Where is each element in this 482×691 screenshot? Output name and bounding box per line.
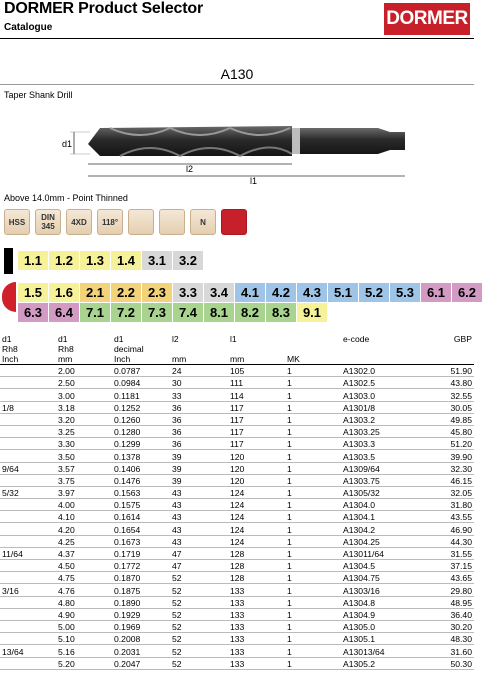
col-d1-decimal-cell: 0.1280 [112,425,170,437]
table-row [0,438,474,450]
col-ecode-cell: A1305.0 [341,620,411,632]
material-group-1-5: 1.5 [18,283,48,302]
col-d1-inch-cell: 1/8 [0,401,56,413]
material-group-1-6: 1.6 [49,283,79,302]
col-d1-inch-cell [0,572,56,584]
col-mk-cell: 1 [285,425,341,437]
col-l1-cell: 111 [228,377,285,389]
col-d1-decimal-cell: 0.2008 [112,633,170,645]
col-d1-mm-cell: 2.00 [56,365,112,377]
header-divider [0,38,474,39]
col-d1-mm-cell: 5.10 [56,633,112,645]
col-mk-cell: 1 [285,523,341,535]
col-l2-cell: 52 [170,633,228,645]
col-d1-decimal-cell: 0.1772 [112,560,170,572]
col-mk-cell: 1 [285,365,341,377]
col-d1-decimal-cell: 0.1719 [112,547,170,559]
cutting-red-icon [221,209,247,235]
col-gbp-cell: 43.65 [411,572,474,584]
col-d1-decimal-cell: 0.1929 [112,608,170,620]
col-gbp-cell: 48.30 [411,633,474,645]
col-mk-cell: 1 [285,560,341,572]
table-body [0,365,474,670]
material-group-5-1: 5.1 [328,283,358,302]
material-group-2-3: 2.3 [142,283,172,302]
table-row [0,633,474,645]
col-l1-cell: 124 [228,511,285,523]
point-thinned-icon [128,209,154,235]
col-mk-cell: 1 [285,584,341,596]
col-l1-cell: 128 [228,572,285,584]
col-l1-cell: 133 [228,645,285,657]
col-d1-decimal-cell: 0.1299 [112,438,170,450]
dormer-logo: DORMER [384,3,470,35]
col-l2-cell: 33 [170,389,228,401]
l2-label: l2 [186,164,194,174]
col-d1-inch-cell [0,425,56,437]
col-l2-cell: 43 [170,511,228,523]
col-d1-inch-cell [0,633,56,645]
col-d1-decimal-cell: 0.1252 [112,401,170,413]
l1-label: l1 [250,176,258,186]
col-l1-cell: 133 [228,657,285,669]
col-gbp-cell: 32.05 [411,486,474,498]
material-strip-3 [18,303,327,322]
col-gbp-cell: 31.80 [411,499,474,511]
col-mk-cell: 1 [285,547,341,559]
col-l1-cell: 128 [228,547,285,559]
material-group-4-1: 4.1 [235,283,265,302]
table-row [0,486,474,498]
product-code: A130 [220,66,254,82]
material-group-3-3: 3.3 [173,283,203,302]
material-group-8-2: 8.2 [235,303,265,322]
material-group-7-4: 7.4 [173,303,203,322]
col-ecode-cell: A1304.25 [341,535,411,547]
category-marker-black [4,248,13,274]
col-d1-inch-cell [0,365,56,377]
col-d1-inch-cell [0,511,56,523]
col-ecode-cell: A1304.1 [341,511,411,523]
din-345-icon: DIN 345 [35,209,61,235]
drill-shank [300,128,405,154]
col-ecode-cell: A1304.75 [341,572,411,584]
col-l2-cell: 36 [170,425,228,437]
col-l2-cell: 36 [170,438,228,450]
taper-shank-icon [159,209,185,235]
col-l2-cell: 52 [170,620,228,632]
col-d1-inch-cell [0,438,56,450]
col-d1-mm-cell: 4.80 [56,596,112,608]
col-ecode-cell: A1304.0 [341,499,411,511]
col-d1-inch-cell: 3/16 [0,584,56,596]
col-d1-decimal-cell: 0.1673 [112,535,170,547]
table-row [0,535,474,547]
col-l2-cell: 39 [170,462,228,474]
col-gbp-cell: 39.90 [411,450,474,462]
col-d1-decimal-cell: 0.2047 [112,657,170,669]
material-group-6-1: 6.1 [421,283,451,302]
col-gbp-cell: 45.80 [411,425,474,437]
col-d1-decimal-cell: 0.1890 [112,596,170,608]
col-gbp-cell: 50.30 [411,657,474,669]
col-ecode-cell: A1303.2 [341,413,411,425]
col-d1-inch-header: d1 Rh8 Inch [0,334,56,365]
col-mk-header: MK [285,334,341,365]
material-group-6-4: 6.4 [49,303,79,322]
col-ecode-cell: A1309/64 [341,462,411,474]
col-l2-header: l2 mm [170,334,228,365]
col-d1-mm-cell: 3.20 [56,413,112,425]
col-gbp-cell: 49.85 [411,413,474,425]
col-gbp-cell: 43.55 [411,511,474,523]
col-l2-cell: 43 [170,499,228,511]
col-ecode-cell: A1303/16 [341,584,411,596]
col-gbp-cell: 30.20 [411,620,474,632]
col-d1-mm-cell: 3.57 [56,462,112,474]
col-l2-cell: 24 [170,365,228,377]
col-mk-cell: 1 [285,377,341,389]
col-l2-cell: 39 [170,474,228,486]
col-l1-cell: 124 [228,523,285,535]
col-d1-decimal-cell: 0.1614 [112,511,170,523]
col-d1-decimal-cell: 0.1575 [112,499,170,511]
col-l1-cell: 120 [228,450,285,462]
col-mk-cell: 1 [285,486,341,498]
page-subtitle: Catalogue [4,22,53,33]
col-l2-cell: 43 [170,523,228,535]
col-l1-cell: 133 [228,608,285,620]
col-ecode-cell: A1303.5 [341,450,411,462]
material-group-3-2: 3.2 [173,251,203,270]
col-gbp-cell: 31.60 [411,645,474,657]
d1-label: d1 [62,139,73,149]
col-d1-mm-cell: 4.10 [56,511,112,523]
table-row [0,657,474,669]
header [0,0,474,40]
feature-icons [4,209,247,235]
col-gbp-header: GBP [411,334,474,365]
col-ecode-cell: A1304.5 [341,560,411,572]
material-group-6-3: 6.3 [18,303,48,322]
product-description: Taper Shank Drill [4,90,73,100]
col-mk-cell: 1 [285,462,341,474]
col-d1-mm-cell: 4.20 [56,523,112,535]
col-mk-cell: 1 [285,413,341,425]
col-d1-decimal-cell: 0.1181 [112,389,170,401]
table-row [0,377,474,389]
page-title: DORMER Product Selector [4,0,203,17]
col-d1-mm-header: d1 Rh8 mm [56,334,112,365]
col-mk-cell: 1 [285,657,341,669]
material-group-1-1: 1.1 [18,251,48,270]
col-l1-cell: 117 [228,425,285,437]
material-group-2-1: 2.1 [80,283,110,302]
material-group-1-4: 1.4 [111,251,141,270]
col-mk-cell: 1 [285,596,341,608]
material-group-7-3: 7.3 [142,303,172,322]
table-row [0,547,474,559]
col-gbp-cell: 32.55 [411,389,474,401]
col-d1-mm-cell: 4.75 [56,572,112,584]
material-group-8-3: 8.3 [266,303,296,322]
col-l2-cell: 30 [170,377,228,389]
material-group-3-1: 3.1 [142,251,172,270]
col-l1-cell: 133 [228,596,285,608]
col-d1-decimal-cell: 0.1969 [112,620,170,632]
col-mk-cell: 1 [285,633,341,645]
col-d1-decimal-cell: 0.1378 [112,450,170,462]
material-group-5-2: 5.2 [359,283,389,302]
col-l1-cell: 133 [228,584,285,596]
col-d1-decimal-header: d1 decimal Inch [112,334,170,365]
col-l2-cell: 39 [170,450,228,462]
col-l2-cell: 52 [170,584,228,596]
col-mk-cell: 1 [285,572,341,584]
col-d1-inch-cell [0,389,56,401]
col-d1-mm-cell: 5.16 [56,645,112,657]
col-gbp-cell: 51.20 [411,438,474,450]
category-marker-red [2,282,16,312]
col-d1-mm-cell: 3.75 [56,474,112,486]
col-l1-cell: 120 [228,462,285,474]
col-l1-cell: 117 [228,413,285,425]
col-mk-cell: 1 [285,401,341,413]
col-gbp-cell: 44.30 [411,535,474,547]
material-group-1-3: 1.3 [80,251,110,270]
col-d1-mm-cell: 5.20 [56,657,112,669]
product-note: Above 14.0mm - Point Thinned [4,193,128,203]
col-mk-cell: 1 [285,474,341,486]
col-d1-decimal-cell: 0.0984 [112,377,170,389]
col-d1-decimal-cell: 0.1875 [112,584,170,596]
material-strip-1 [18,251,203,270]
col-d1-inch-cell [0,499,56,511]
col-ecode-cell: A1301/8 [341,401,411,413]
col-mk-cell: 1 [285,438,341,450]
col-d1-mm-cell: 3.50 [56,450,112,462]
col-d1-mm-cell: 4.76 [56,584,112,596]
col-l2-cell: 36 [170,401,228,413]
col-ecode-cell: A1304.2 [341,523,411,535]
col-d1-decimal-cell: 0.0787 [112,365,170,377]
drill-collar [292,128,300,154]
col-l2-cell: 52 [170,596,228,608]
table-row [0,401,474,413]
col-l1-cell: 117 [228,401,285,413]
col-l2-cell: 52 [170,645,228,657]
table-header-row [0,334,474,365]
col-l1-cell: 128 [228,560,285,572]
col-gbp-cell: 36.40 [411,608,474,620]
col-l1-cell: 124 [228,499,285,511]
col-mk-cell: 1 [285,499,341,511]
col-mk-cell: 1 [285,608,341,620]
col-d1-inch-cell [0,535,56,547]
col-d1-inch-cell [0,608,56,620]
col-gbp-cell: 46.15 [411,474,474,486]
table-row [0,499,474,511]
product-code-divider [0,84,474,85]
table-row [0,560,474,572]
col-d1-decimal-cell: 0.1406 [112,462,170,474]
col-d1-mm-cell: 3.25 [56,425,112,437]
col-gbp-cell: 30.05 [411,401,474,413]
col-d1-inch-cell [0,560,56,572]
col-d1-mm-cell: 5.00 [56,620,112,632]
col-d1-mm-cell: 4.50 [56,560,112,572]
col-d1-decimal-cell: 0.1260 [112,413,170,425]
col-gbp-cell: 32.30 [411,462,474,474]
col-l1-cell: 133 [228,620,285,632]
col-l1-cell: 133 [228,633,285,645]
col-d1-mm-cell: 4.00 [56,499,112,511]
material-group-1-2: 1.2 [49,251,79,270]
table-row [0,450,474,462]
col-mk-cell: 1 [285,645,341,657]
material-group-6-2: 6.2 [452,283,482,302]
material-group-3-4: 3.4 [204,283,234,302]
table-row [0,462,474,474]
table-row [0,620,474,632]
table-row [0,425,474,437]
col-ecode-cell: A13013/64 [341,645,411,657]
col-ecode-cell: A1305.1 [341,633,411,645]
material-group-2-2: 2.2 [111,283,141,302]
col-mk-cell: 1 [285,389,341,401]
col-gbp-cell: 37.15 [411,560,474,572]
col-l2-cell: 47 [170,560,228,572]
col-d1-decimal-cell: 0.1563 [112,486,170,498]
col-ecode-cell: A1303.3 [341,438,411,450]
col-d1-inch-cell [0,377,56,389]
col-d1-inch-cell [0,620,56,632]
col-d1-decimal-cell: 0.1476 [112,474,170,486]
material-group-7-2: 7.2 [111,303,141,322]
col-d1-mm-cell: 3.00 [56,389,112,401]
col-l1-cell: 114 [228,389,285,401]
table-row [0,572,474,584]
col-d1-inch-cell: 13/64 [0,645,56,657]
hss-icon: HSS [4,209,30,235]
col-l2-cell: 43 [170,486,228,498]
material-group-4-2: 4.2 [266,283,296,302]
material-group-5-3: 5.3 [390,283,420,302]
table-row [0,645,474,657]
col-d1-inch-cell [0,657,56,669]
col-d1-mm-cell: 4.90 [56,608,112,620]
col-ecode-header: e-code [341,334,411,365]
col-gbp-cell: 48.95 [411,596,474,608]
col-l1-cell: 124 [228,486,285,498]
col-gbp-cell: 46.90 [411,523,474,535]
material-group-7-1: 7.1 [80,303,110,322]
col-d1-mm-cell: 2.50 [56,377,112,389]
118-degree-point-icon: 118° [97,209,123,235]
col-gbp-cell: 43.80 [411,377,474,389]
col-d1-decimal-cell: 0.2031 [112,645,170,657]
col-ecode-cell: A1303.0 [341,389,411,401]
4xd-icon: 4XD [66,209,92,235]
col-l2-cell: 52 [170,572,228,584]
table-row [0,413,474,425]
col-ecode-cell: A1304.8 [341,596,411,608]
col-l2-cell: 52 [170,608,228,620]
col-l2-cell: 47 [170,547,228,559]
drill-diagram [60,106,474,186]
col-d1-mm-cell: 4.25 [56,535,112,547]
col-d1-mm-cell: 3.18 [56,401,112,413]
table-row [0,523,474,535]
col-d1-inch-cell [0,413,56,425]
col-ecode-cell: A13011/64 [341,547,411,559]
col-d1-inch-cell [0,596,56,608]
col-ecode-cell: A1302.0 [341,365,411,377]
col-ecode-cell: A1303.75 [341,474,411,486]
table-row [0,474,474,486]
col-l1-header: l1 mm [228,334,285,365]
col-ecode-cell: A1304.9 [341,608,411,620]
material-group-8-1: 8.1 [204,303,234,322]
col-l1-cell: 105 [228,365,285,377]
col-d1-inch-cell [0,474,56,486]
col-gbp-cell: 51.90 [411,365,474,377]
col-d1-inch-cell: 9/64 [0,462,56,474]
col-d1-decimal-cell: 0.1654 [112,523,170,535]
col-d1-decimal-cell: 0.1870 [112,572,170,584]
col-ecode-cell: A1305/32 [341,486,411,498]
col-l1-cell: 120 [228,474,285,486]
col-gbp-cell: 29.80 [411,584,474,596]
col-l1-cell: 124 [228,535,285,547]
col-d1-inch-cell [0,450,56,462]
col-d1-inch-cell: 5/32 [0,486,56,498]
col-l1-cell: 117 [228,438,285,450]
col-l2-cell: 52 [170,657,228,669]
col-mk-cell: 1 [285,511,341,523]
table-row [0,596,474,608]
material-group-9-1: 9.1 [297,303,327,322]
col-d1-mm-cell: 3.97 [56,486,112,498]
col-d1-mm-cell: 4.37 [56,547,112,559]
col-d1-mm-cell: 3.30 [56,438,112,450]
col-ecode-cell: A1303.25 [341,425,411,437]
col-mk-cell: 1 [285,535,341,547]
table-row [0,389,474,401]
col-l2-cell: 36 [170,413,228,425]
table-row [0,511,474,523]
col-l2-cell: 43 [170,535,228,547]
n-type-icon: N [190,209,216,235]
col-ecode-cell: A1305.2 [341,657,411,669]
col-ecode-cell: A1302.5 [341,377,411,389]
table-row [0,608,474,620]
col-d1-inch-cell [0,523,56,535]
product-table [0,334,474,670]
material-group-4-3: 4.3 [297,283,327,302]
col-gbp-cell: 31.55 [411,547,474,559]
table-row [0,584,474,596]
table-row [0,365,474,377]
col-mk-cell: 1 [285,620,341,632]
col-d1-inch-cell: 11/64 [0,547,56,559]
material-strip-2 [18,283,482,302]
col-mk-cell: 1 [285,450,341,462]
